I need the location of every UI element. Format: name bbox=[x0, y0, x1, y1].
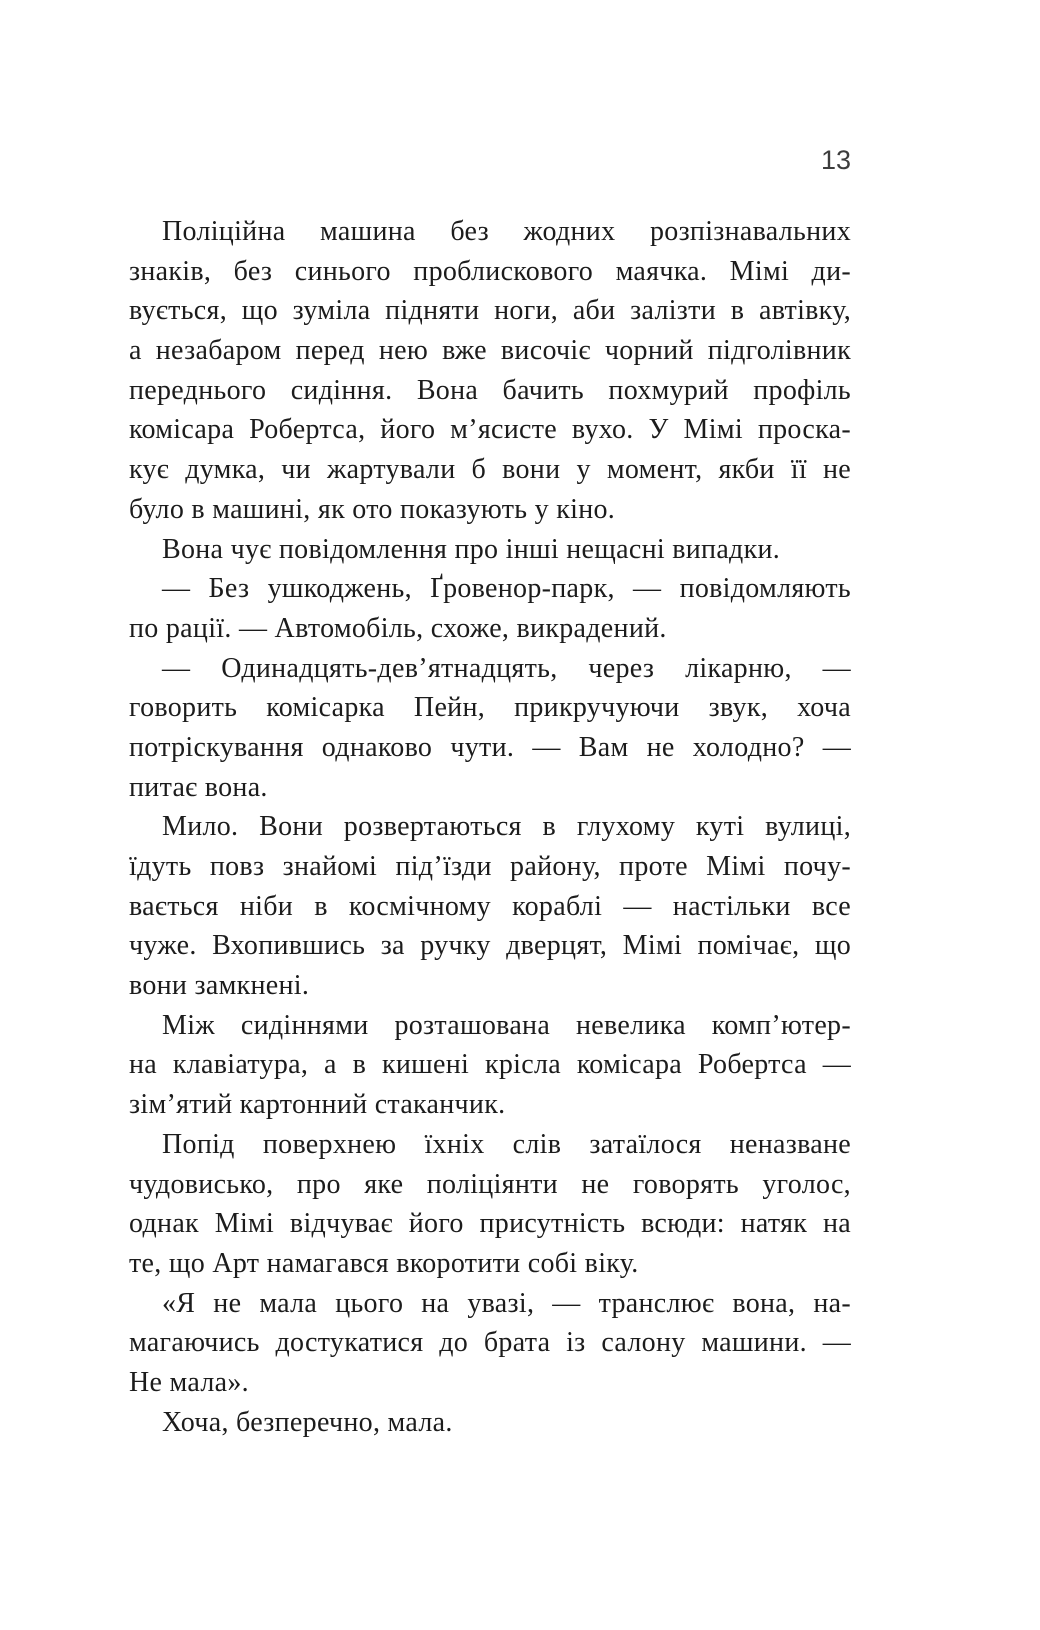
text-line: однак Мімі відчуває його присутність всюди: натяк на bbox=[129, 1208, 851, 1240]
text-line: «Я не мала цього на увазі, — транслює вона, на- bbox=[162, 1287, 851, 1319]
text-line: говорить комісарка Пейн, прикручуючи звук, хоча bbox=[129, 692, 851, 724]
text-line: переднього сидіння. Вона бачить похмурий профіль bbox=[129, 374, 851, 406]
text-line: їдуть повз знайомі під’їзди району, проте Мімі почу- bbox=[129, 851, 851, 882]
text-line: Вона чує повідомлення про інші нещасні випадки. bbox=[162, 533, 781, 565]
text-line: — Одинадцять-дев’ятнадцять, через лікарню, — bbox=[162, 652, 851, 684]
text-line: Не мала». bbox=[129, 1366, 249, 1398]
paragraph bbox=[129, 1284, 851, 1403]
text-line: — Без ушкоджень, Ґровенор-парк, — повідомляють bbox=[162, 573, 851, 605]
text-line: а незабаром перед нею вже височіє чорний підголівник bbox=[129, 335, 851, 367]
text-line: кує думка, чи жартували б вони у момент, якби її не bbox=[129, 454, 851, 486]
text-line: магаючись достукатися до брата із салону машини. — bbox=[129, 1327, 851, 1359]
text-line: те, що Арт намагався вкоротити собі віку. bbox=[129, 1247, 639, 1279]
text-line: вується, що зуміла підняти ноги, аби залізти в автівку, bbox=[129, 295, 851, 327]
text-line: Мило. Вони розвертаються в глухому куті вулиці, bbox=[162, 811, 851, 843]
text-line: на клавіатура, а в кишені крісла комісара Робертса — bbox=[129, 1049, 851, 1081]
text-line: питає вона. bbox=[129, 771, 268, 803]
text-line: вається ніби в космічному кораблі — настільки все bbox=[129, 890, 851, 922]
text-line: чуже. Вхопившись за ручку дверцят, Мімі помічає, що bbox=[129, 930, 851, 962]
text-line: чудовисько, про яке поліціянти не говорять уголос, bbox=[129, 1168, 851, 1200]
text-line: знаків, без синього проблискового маячка. Мімі ди- bbox=[129, 255, 851, 287]
paragraph bbox=[129, 1006, 851, 1125]
paragraph bbox=[129, 569, 851, 648]
paragraph bbox=[129, 530, 851, 570]
text-line: Хоча, безперечно, мала. bbox=[162, 1406, 453, 1438]
text-line: Поліційна машина без жодних розпізнавальних bbox=[162, 216, 851, 247]
text-line: потріскування однаково чути. — Вам не холодно? — bbox=[129, 731, 851, 763]
text-line: Попід поверхнею їхніх слів затаїлося неназване bbox=[162, 1128, 851, 1160]
text-line: по рації. — Автомобіль, схоже, викрадений. bbox=[129, 612, 667, 644]
page-number: 13 bbox=[820, 145, 851, 175]
paragraph bbox=[129, 212, 851, 530]
text-line: Між сидіннями розташована невелика комп’ютер- bbox=[162, 1009, 851, 1041]
text-line: зім’ятий картонний стаканчик. bbox=[129, 1089, 506, 1121]
text-block bbox=[129, 212, 851, 1442]
text-line: комісара Робертса, його м’ясисте вухо. У Мімі проска- bbox=[129, 414, 851, 446]
paragraph bbox=[129, 649, 851, 808]
paragraph bbox=[129, 1403, 851, 1443]
paragraph bbox=[129, 807, 851, 1005]
text-line: вони замкнені. bbox=[129, 970, 310, 1002]
paragraph bbox=[129, 1125, 851, 1284]
text-line: було в машині, як ото показують у кіно. bbox=[129, 493, 616, 525]
